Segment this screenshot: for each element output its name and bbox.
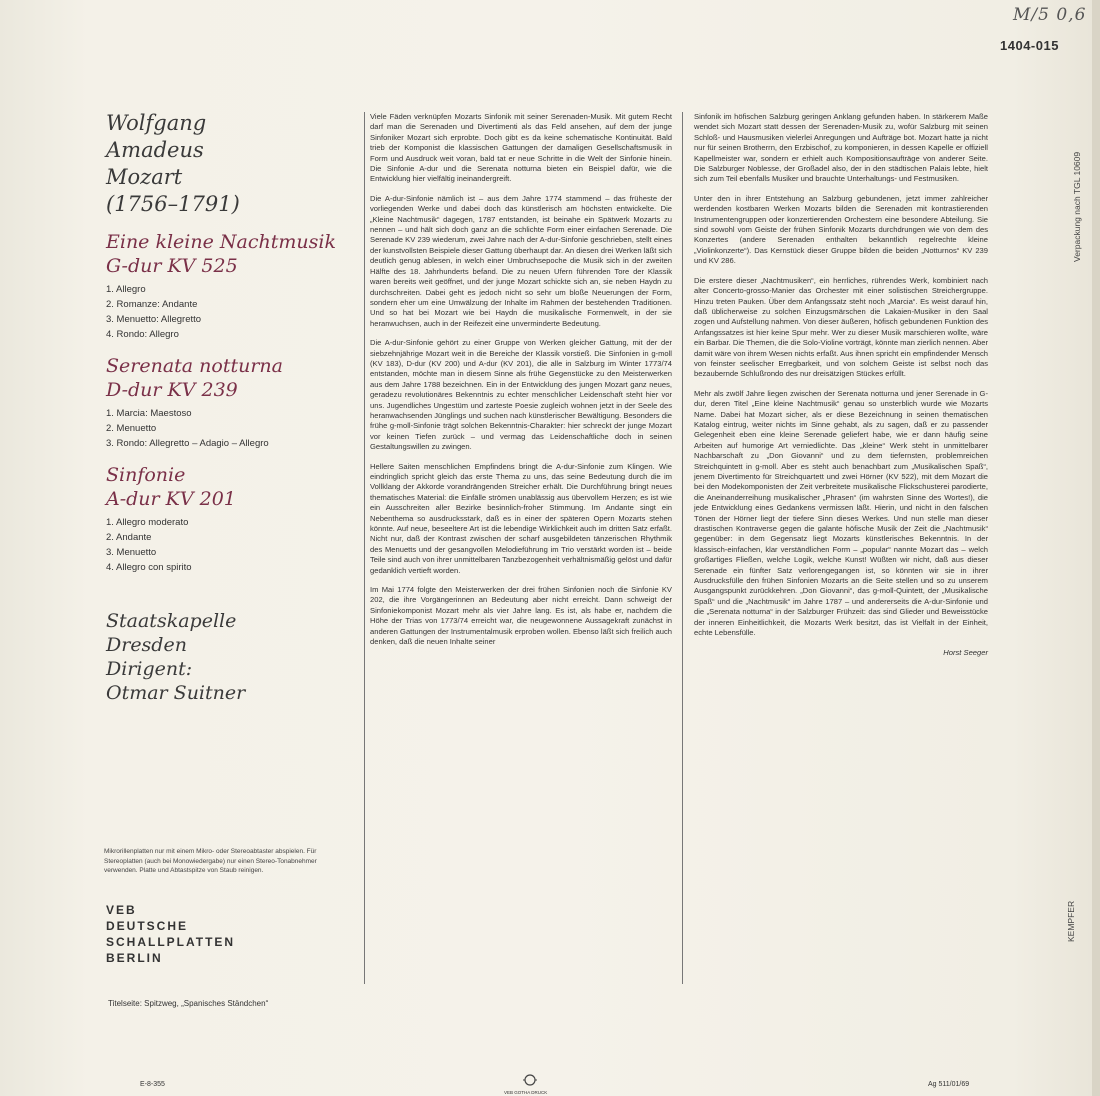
author-signature: Horst Seeger	[943, 647, 988, 657]
work-title: Sinfonie A-dur KV 201	[106, 464, 236, 510]
paragraph: Mehr als zwölf Jahre liegen zwischen der Serenata notturna und jener Serenade in G-dur, deren Titel „Eine kleine Nachtmusik“ genau so unsterblich wurde wie Mozarts Name. Dabei hat Mozart sicher, als er diese Bezeichnung in seinen thematischen Katalog eintrug, weiter nichts im Sinne gehabt, als zu sagen, daß er zu passender Gelegenheit eben eine kleine Serenade geliefert habe, wie er dann häufig seine Arbeiten auf humorige Art verniedlichte. Das „kleine“ Werk steht in unmittelbarer Nachbarschaft zu „Don Giovanni“ und zu dem tiefernsten, problemreichen Streichquintett in g-moll. Aber es steht auch benachbart zum „Musikalischen Spaß“, jenem Divertimento für Streichquartett und zwei Hörner (KV 522), mit dem Mozart die bei den Modekomponisten der Zeit verbreitete musikalische Flickschusterei parodierte, die Aneinanderreihung musikalischer „Phrasen“ (im wahrsten Sinne des Wortes!), die jede Entwicklung eines Gedankens vermissen läßt. Hierin, und nicht in den falschen Tönen der Hörner liegt der tiefere Sinn dieses Werkes. Und nun stelle man dieser drastischen Kontraverse gegen die galante höfische Musik der Zeit die „Nachtmusik“ gegenüber: in dem Gegensatz liegt Mozarts künstlerisches Bekenntnis. In der klassisch-einfachen, klar verständlichen Form – „popular“ nannte Mozart das – welch großartiges Fließen, welche Logik, welche Kunst! Wüßten wir nicht, daß aus dieser Serenade ein fünfter Satz verlorengegangen ist, so könnten wir sie in ihrer Ausdrucksfülle den frühen Sinfonien Mozarts an die Seite stellen und so zu unserem Ausgangspunkt zurückkehren. „Don Giovanni“, das g-moll-Quintett, der „Musikalische Spaß“ und die „Nachtmusik“ im Jahre 1787 – und andererseits die A-dur-Sinfonie und die „Serenata notturna“ in der Salzburger Frühzeit: das sind Glieder und Beweisstücke der inneren Einheitlichkeit, die Mozarts Werk besitzt, das ist Vielfalt in der Einheit, echte Lebensfülle.	[694, 388, 988, 638]
column-divider	[682, 112, 683, 984]
paragraph: Die A-dur-Sinfonie nämlich ist – aus dem Jahre 1774 stammend – das früheste der vorliegenden Werke und dabei doch das künstlerisch am höchsten entwickelte. Die „Kleine Nachtmusik“ dagegen, 1787 entstanden, ist beinahe ein Spätwerk Mozarts zu nennen – und hält sich doch ganz an die schlichte Form einer einfachen Serenade. Die Serenade KV 239 wiederum, zwei Jahre nach der A-dur-Sinfonie geschrieben, stellt eines der kunstvollsten Beispiele dieser Gattung überhaupt dar. An diesen drei Werken läßt sich deutlich genug ablesen, in welch einer Umbruchsepoche die Musik sich in der zweiten Hälfte des 18. Jahrhunderts befand. Die zu neuen Ufern führenden Tore der Klassik waren bereits weit geöffnet, und der junge Mozart schickte sich an, sie neben Haydn zu durchschreiten. Dabei geht es jedoch nicht so sehr um bloße Neuerungen der Form, sondern eher um eine Umwälzung der Inhalte im Rahmen der bestehenden Traditionen. Und so hat bei Mozart wie bei Haydn die musikalische Formenwelt, in der sie heranwuchsen, auch in der Reifezeit eine unverminderte Bedeutung.	[370, 193, 672, 328]
playback-note: Mikrorillenplatten nur mit einem Mikro- oder Stereoabtaster abspielen. Für Stereoplatten (auch bei Monowiedergabe) nur einen Stereo-Tonabnehmer verwenden. Platte und Abtastspitze von Staub reinigen.	[104, 848, 317, 874]
catalog-number: 1404-015	[1000, 38, 1059, 53]
movement-list: 1. Allegro 2. Romanze: Andante 3. Menuetto: Allegretto 4. Rondo: Allegro	[106, 284, 202, 340]
handwritten-note: M/5 0,6	[1013, 5, 1087, 25]
footer-print-code: Ag 511/01/69	[928, 1081, 970, 1088]
work-title: Eine kleine Nachtmusik G-dur KV 525	[106, 231, 336, 277]
paragraph: Im Mai 1774 folgte den Meisterwerken der drei frühen Sinfonien noch die Sinfonie KV 202, die ihre Vorgängerinnen an Bedeutung aber nicht erreicht. Dann schweigt der Sinfoniekomponist Mozart mehr als vier Jahre lang. Es ist, als habe er, nachdem die Höhe der Trias von 1773/74 erreicht war, die neugewonnene Aussagekraft zunächst in anderen Gattungen der Instrumentalmusik erproben wollen. Ebenso läßt sich freilich auch denken, daß die neuen Inhalte seiner	[370, 585, 672, 647]
cover-credit: Titelseite: Spitzweg, „Spanisches Ständchen“	[108, 999, 269, 1008]
performers: Staatskapelle Dresden Dirigent: Otmar Suitner	[106, 610, 246, 704]
paragraph: Die A-dur-Sinfonie gehört zu einer Gruppe von Werken gleicher Gattung, mit der der siebzehnjährige Mozart weit in die Bereiche der Klassik vorstieß. Die Sinfonien in g-moll (KV 183), D-dur (KV 200) und A-dur (KV 201), die alle in Salzburg im Winter 1773/74 entstanden, möchte man in diesem Sinne als frühe Gegenstücke zu den Meisterwerken aus dem Jahre 1788 bezeichnen. Ein in der Entwicklung des jungen Mozart ganz neues, geradezu revolutionäres Bekenntnis zu echter menschlicher Leidenschaft steht hier vor uns. Jugendliches Ungestüm und zarteste Poesie zugleich wohnen jetzt in der Seele des heranwachsenden Jünglings und suchen nach künstlerischer Bewältigung. Besonders die frühe g-moll-Sinfonie trägt solchen Bekenntnis-Charakter: hier schreckt der junge Mozart vor keinen Tiefen zurück – und vermag das Leidenschaftliche doch in seinen Gestaltungswillen zu zwingen.	[370, 338, 672, 452]
work-title: Serenata notturna D-dur KV 239	[106, 355, 283, 401]
program-listing	[106, 110, 336, 705]
movement-list: 1. Allegro moderato 2. Andante 3. Menuetto 4. Allegro con spirito	[106, 517, 192, 573]
movement-list: 1. Marcia: Maestoso 2. Menuetto 3. Rondo: Allegretto – Adagio – Allegro	[106, 408, 269, 449]
printer-mark: KEMPFER	[1066, 900, 1076, 942]
label-name: VEB DEUTSCHE SCHALLPLATTEN BERLIN	[106, 903, 236, 965]
paragraph: Unter den in ihrer Entstehung an Salzburg gebundenen, jetzt immer zahlreicher werdenden kostbaren Werken Mozarts bilden die Serenaden mit kontrastierenden Instrumentengruppen oder konzertierenden Orchestern eine besondere Abteilung. Sie sind sowohl vom Geiste der frühen Sinfonik Mozarts durchdrungen wie von dem des Konzertes (andere Serenaden enthalten bekanntlich regelrechte kleine „Violinkonzerte“). Das Kernstück dieser Gruppe bilden die beiden „Notturnos“ KV 239 und KV 286.	[694, 193, 988, 266]
composer-name: Wolfgang Amadeus Mozart (1756–1791)	[106, 111, 240, 216]
cover-edge	[1092, 0, 1100, 1096]
paragraph: Viele Fäden verknüpfen Mozarts Sinfonik mit seiner Serenaden-Musik. Mit gutem Recht darf man die Serenaden und Divertimenti als das Feld ansehen, auf dem der junge Sinfoniker Mozart sich erprobte. Doch gibt es da keine schematische Kontinuität. Bald trieb der Komponist die klassischen Gattungen der damaligen Gesellschaftsmusik in Form und Ausdruck weit voran, bald tat er neue Schritte in die Welt der Sinfonie hinein. Die Sinfonie A-dur und die Serenata notturna bieten ein Beispiel dafür, wie die Entwicklung hier vielfältig ineinandergreift.	[370, 112, 672, 184]
printer-name: VEB GOTHA DRUCK	[504, 1090, 548, 1095]
liner-notes-column-1	[370, 112, 672, 657]
column-divider	[364, 112, 365, 984]
packaging-note: Verpackung nach TGL 10609	[1072, 151, 1082, 262]
footer-code: E-8-355	[140, 1081, 165, 1088]
liner-notes-column-2	[694, 112, 988, 667]
paragraph: Die erstere dieser „Nachtmusiken“, ein herrliches, rührendes Werk, kombiniert nach alter Concerto-grosso-Manier das Orchester mit einer solistischen Streichergruppe. Hinzu treten Pauken. Über dem Anfangssatz steht noch „Marcia“. Es weist darauf hin, daß üblicherweise zu solchen Einzugsmärschen die Lakaien-Musiker in den Saal zogen und Aufstellung nahmen. Von dieser äußeren, höfisch gebundenen Funktion des Anfangssatzes ist hier keine Spur mehr. Wer zu dieser Musik marschieren wollte, wäre ein Barbar. Die Themen, die die Solo-Violine vorträgt, könnte man zierlich nennen. Aber damit wäre von ihrem Wesen nichts erfaßt. Aus ihnen spricht ein empfindender Mensch von feinster seelischer Erregbarkeit, und von solchem Geiste ist selbst noch das bezaubernde Schlußrondo des nur dreisätzigen Stückes erfüllt.	[694, 275, 988, 379]
paragraph: Sinfonik im höfischen Salzburg geringen Anklang gefunden haben. In stärkerem Maße wendet sich Mozart statt dessen der Serenaden-Musik zu, wofür Salzburg mit seinen Schloß- und Hausmusiken vielerlei Anregungen und Aufträge bot. Mozart hatte ja nicht nur für seinen Brotherrn, den Erzbischof, zu komponieren, in dessen Kapelle er offiziell Kapellmeister war, sondern er erhielt auch Kompositionsaufträge von anderer Seite. Die Salzburger Noblesse, der Großadel also, der in den städtischen Palais lebte, hielt sich zum Teil ebenfalls Musiker und brauchte Unterhaltungs- und Festmusiken.	[694, 112, 988, 184]
paragraph: Hellere Saiten menschlichen Empfindens bringt die A-dur-Sinfonie zum Klingen. Wie eindringlich spricht gleich das erste Thema zu uns, das seine Bedeutung durch die im Vollklang der Akkorde vorandrängenden Streicher erhält. Die Durchführung bringt neues thematisches Material: die Einfälle strömen unablässig aus übervollem Herzen; es ist wie ein Ausschreiten aller Bezirke besinnlich-froher Stimmung. Im Andante singt ein Nebenthema so ausdrucksstark, daß es in einer der späteren Opern Mozarts stehen könnte. Auf neue, beseeltere Art ist die lebendige Wirklichkeit auch im dritten Satz erfaßt. Nicht nur, daß der Kontrast zwischen der scharf ausgebildeten tänzerischen Rhythmik des Menuetts und der gesangvollen Melodieführung im Trio verstärkt worden ist – beide Teile sind auch von ihrer unmittelbaren Tanzbezogenheit verhältnismäßig gelöst und dafür gedanklich vertieft worden.	[370, 461, 672, 575]
